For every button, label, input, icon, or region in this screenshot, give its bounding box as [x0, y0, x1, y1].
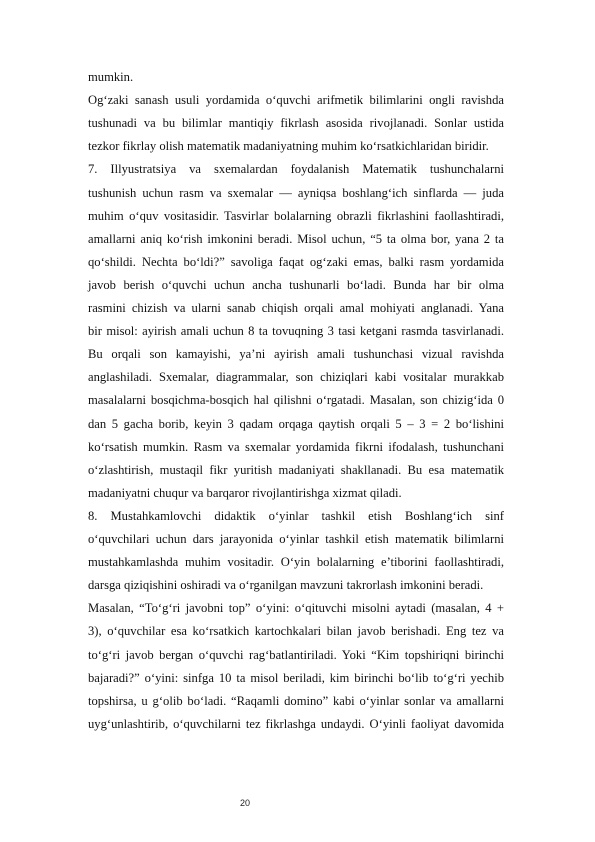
text-line: qo‘shildi. Nechta bo‘ldi?” savoliga faqat og‘zaki emas, balki rasm yordamida [88, 254, 504, 269]
text-line: bir misol: ayirish amali uchun 8 ta tovuqning 3 tasi ketgani rasmda tasvirlanadi. [88, 324, 504, 339]
text-line: 3), o‘quvchilar esa ko‘rsatkich kartochkalari bilan javob berishadi. Eng tez va [88, 624, 504, 639]
text-line: amallarni aniq ko‘rish imkonini beradi. Misol uchun, “5 ta olma bor, yana 2 ta [88, 231, 504, 246]
text-line: Og‘zaki sanash usuli yordamida o‘quvchi arifmetik bilimlarini ongli ravishda [88, 93, 504, 108]
text-line: Bu orqali son kamayishi, ya’ni ayirish amali tushunchasi vizual ravishda [88, 347, 504, 362]
text-line: anglashiladi. Sxemalar, diagrammalar, son chiziqlari kabi vositalar murakkab [88, 370, 504, 385]
text-line: madaniyatni chuqur va barqaror rivojlantirishga xizmat qiladi. [88, 485, 402, 500]
text-line: Masalan, “To‘g‘ri javobni top” o‘yini: o‘qituvchi misolni aytadi (masalan, 4 + [88, 601, 504, 616]
text-line: mumkin. [88, 70, 134, 84]
text-line: masalalarni bosqichma-bosqich hal qilishni o‘rgatadi. Masalan, son chizig‘ida 0 [88, 393, 504, 408]
text-line: muhim o‘quv vositasidir. Tasvirlar bolalarning obrazli fikrlashini faollashtiradi, [88, 208, 504, 223]
text-line: dan 5 gacha borib, keyin 3 qadam orqaga qaytish orqali 5 – 3 = 2 bo‘lishini [88, 416, 504, 431]
text-line: 8. Mustahkamlovchi didaktik o‘yinlar tashkil etish Boshlang‘ich sinf [88, 508, 504, 523]
text-line: bajaradi?” o‘yini: sinfga 10 ta misol beriladi, kim birinchi bo‘lib to‘g‘ri yechib [88, 670, 504, 685]
text-line: tushunadi va bu bilimlar mantiqiy fikrlash asosida rivojlanadi. Sonlar ustida [88, 116, 504, 131]
text-line: o‘zlashtirish, mustaqil fikr yuritish madaniyati shakllanadi. Bu esa matematik [88, 462, 504, 477]
text-line: mustahkamlashda muhim vositadir. O‘yin bolalarning e’tiborini faollashtiradi, [88, 555, 504, 570]
text-line: ko‘rsatish mumkin. Rasm va sxemalar yordamida fikrni ifodalash, tushunchani [88, 439, 504, 454]
text-line: uyg‘unlashtirib, o‘quvchilarni tez fikrlashga undaydi. O‘yinli faoliyat davomida [88, 716, 504, 731]
text-line: topshirsa, u g‘olib bo‘ladi. “Raqamli domino” kabi o‘yinlar sonlar va amallarni [88, 693, 504, 708]
text-line: tushunish uchun rasm va sxemalar — ayniqsa boshlang‘ich sinflarda — juda [88, 185, 504, 200]
text-line: darsga qiziqishini oshiradi va o‘rganilgan mavzuni takrorlash imkonini beradi. [88, 578, 484, 593]
text-line: to‘g‘ri javob bergan o‘quvchi rag‘batlantiriladi. Yoki “Kim topshiriqni birinchi [88, 647, 504, 662]
text-line: 7. Illyustratsiya va sxemalardan foydalanish Matematik tushunchalarni [88, 162, 504, 177]
text-line: rasmini chizish va ularni sanab chiqish orqali amal mohiyati anglanadi. Yana [88, 301, 504, 315]
text-line: tezkor fikrlay olish matematik madaniyatning muhim ko‘rsatkichlaridan biridir. [88, 139, 489, 154]
page-number: 20 [240, 798, 251, 808]
text-line: javob berish o‘quvchi uchun ancha tushunarli bo‘ladi. Bunda har bir olma [88, 277, 504, 292]
text-line: o‘quvchilari uchun dars jarayonida o‘yinlar tashkil etish matematik bilimlarni [88, 532, 504, 546]
